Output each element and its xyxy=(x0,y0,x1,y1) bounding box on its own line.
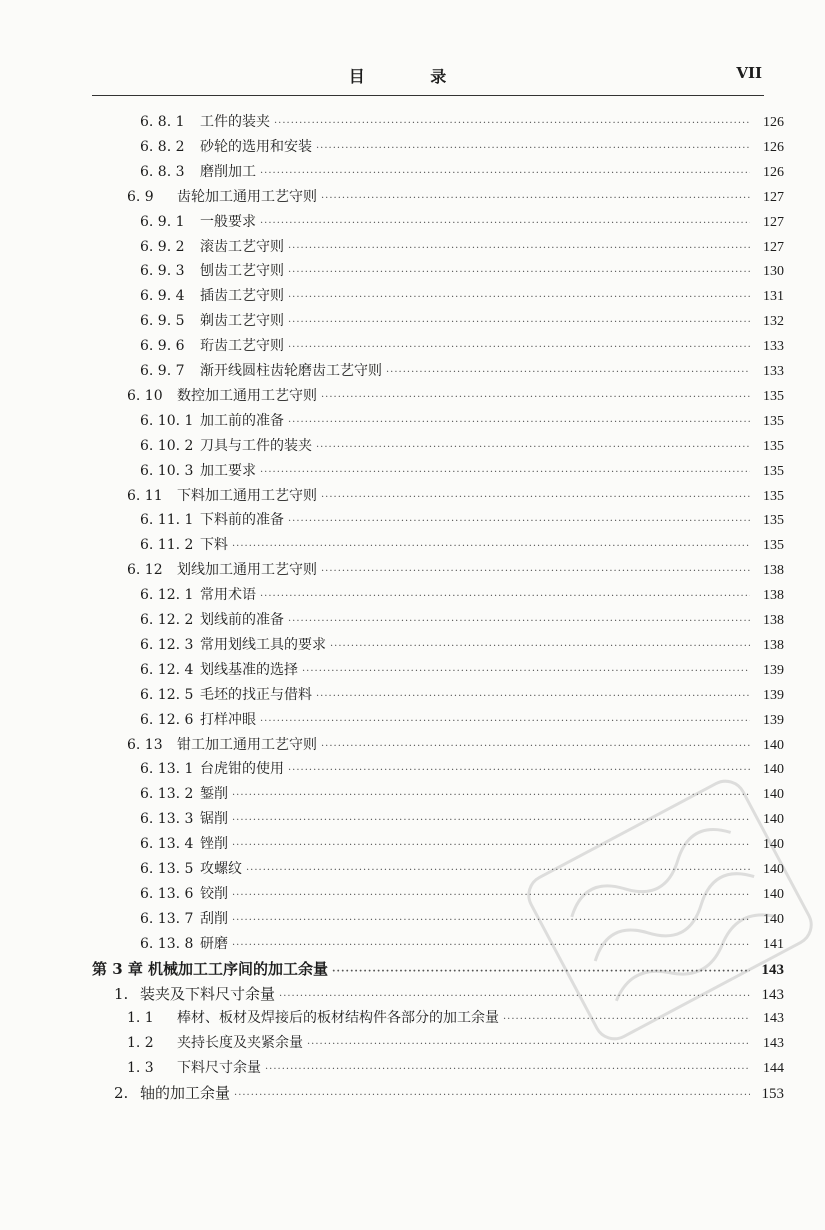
toc-entry-number: 6. 11 xyxy=(127,487,163,504)
toc-leader-dots xyxy=(288,612,750,632)
toc-entry xyxy=(127,735,784,757)
toc-entry-title: 铰削 xyxy=(200,885,228,902)
toc-entry-title: 轴的加工余量 xyxy=(140,1084,231,1103)
toc-entry-page: 140 xyxy=(763,862,784,877)
toc-leader-dots xyxy=(288,313,750,333)
toc-entry-title: 划线加工通用工艺守则 xyxy=(177,562,317,579)
toc-entry xyxy=(140,436,784,458)
toc-entry-page: 135 xyxy=(763,488,784,504)
toc-entry-number: 6. 13. 6 xyxy=(140,885,194,902)
toc-entry xyxy=(140,237,784,259)
toc-entry-title: 锉削 xyxy=(200,836,228,853)
toc-entry-number: 6. 9. 5 xyxy=(140,313,185,330)
toc-leader-dots xyxy=(302,662,750,682)
toc-entry-page: 127 xyxy=(763,214,784,230)
toc-entry-number: 6. 13. 8 xyxy=(140,935,194,952)
toc-entry-title: 珩齿工艺守则 xyxy=(200,338,284,355)
toc-entry-number: 6. 9 xyxy=(127,188,154,205)
toc-entry-title: 常用术语 xyxy=(200,587,256,604)
toc-entry xyxy=(140,361,784,383)
page-header-title: 目 录 xyxy=(348,67,477,86)
toc-entry xyxy=(140,461,784,483)
toc-leader-dots xyxy=(260,164,750,184)
toc-entry-number: 6. 12. 1 xyxy=(140,587,194,604)
toc-entry-number: 6. 8. 3 xyxy=(140,163,185,180)
toc-entry-page: 135 xyxy=(763,463,784,479)
toc-entry-number: 6. 12. 4 xyxy=(140,661,194,678)
toc-entry-number: 6. 8. 1 xyxy=(140,114,185,130)
toc-leader-dots xyxy=(288,512,750,532)
toc-entry xyxy=(140,411,784,433)
toc-entry xyxy=(140,585,784,607)
toc-entry-number: 6. 13 xyxy=(127,736,163,753)
toc-entry-number: 6. 13. 7 xyxy=(140,910,194,927)
toc-entry-page: 143 xyxy=(761,961,784,978)
toc-entry-number: 6. 13. 5 xyxy=(140,861,194,877)
toc-entry xyxy=(140,286,784,308)
toc-entry-page: 139 xyxy=(763,712,784,728)
toc-entry xyxy=(140,535,784,557)
toc-entry-number: 6. 13. 4 xyxy=(140,836,194,853)
toc-entry-page: 144 xyxy=(763,1061,784,1077)
toc-entry-title: 攻螺纹 xyxy=(200,861,242,877)
toc-entry xyxy=(140,112,784,134)
toc-entry-title: 下料前的准备 xyxy=(200,512,284,529)
toc-entry-title: 錾削 xyxy=(200,786,228,803)
header-divider xyxy=(92,95,764,96)
toc-leader-dots xyxy=(316,139,750,159)
toc-entry-number: 6. 9. 6 xyxy=(140,338,185,355)
toc-leader-dots xyxy=(288,338,750,358)
toc-entry-title: 插齿工艺守则 xyxy=(200,288,284,305)
toc-entry-page: 130 xyxy=(763,264,784,280)
toc-entry-number: 6. 12. 6 xyxy=(140,711,194,728)
toc-entry-number: 6. 8. 2 xyxy=(140,138,185,155)
toc-entry-number: 1. 3 xyxy=(127,1060,154,1077)
toc-entry-number: 6. 13. 3 xyxy=(140,811,194,828)
toc-entry-number: 1. 2 xyxy=(127,1035,154,1052)
toc-entry-title: 打样冲眼 xyxy=(200,711,256,728)
page-number: VII xyxy=(736,64,762,82)
toc-entry-title: 下料加工通用工艺守则 xyxy=(177,487,317,504)
toc-leader-dots xyxy=(321,388,750,408)
toc-leader-dots xyxy=(288,239,750,259)
toc-entry-page: 135 xyxy=(763,438,784,454)
toc-leader-dots xyxy=(260,463,750,483)
toc-entry-number: 1. xyxy=(114,984,129,1003)
toc-entry-number: 2. xyxy=(114,1084,129,1103)
toc-entry-number: 6. 10. 2 xyxy=(140,437,194,454)
toc-entry-page: 143 xyxy=(761,986,784,1003)
toc-entry xyxy=(140,336,784,358)
toc-entry-page: 140 xyxy=(763,886,784,902)
toc-entry-title: 工件的装夹 xyxy=(200,114,270,130)
toc-leader-dots xyxy=(288,413,750,433)
toc-entry-title: 剃齿工艺守则 xyxy=(200,313,284,330)
toc-entry-number: 6. 12. 2 xyxy=(140,612,194,628)
watermark-seal-icon xyxy=(520,760,820,1060)
toc-leader-dots xyxy=(316,687,750,707)
toc-entry xyxy=(127,1058,784,1080)
toc-entry xyxy=(140,660,784,682)
toc-entry-number: 6. 12. 5 xyxy=(140,686,194,703)
toc-entry xyxy=(140,311,784,333)
toc-entry-page: 127 xyxy=(763,189,784,205)
toc-entry-page: 140 xyxy=(763,837,784,853)
toc-leader-dots xyxy=(260,587,750,607)
toc-entry-title: 刮削 xyxy=(200,910,228,927)
toc-entry-page: 131 xyxy=(763,289,784,305)
toc-entry-title: 划线前的准备 xyxy=(200,612,284,628)
toc-entry-page: 153 xyxy=(761,1086,784,1103)
toc-entry-number: 6. 10 xyxy=(127,387,163,404)
toc-entry xyxy=(140,610,784,632)
toc-leader-dots xyxy=(321,737,750,757)
toc-entry-number: 6. 9. 7 xyxy=(140,363,185,379)
toc-entry-number: 6. 13. 1 xyxy=(140,761,194,778)
toc-entry-page: 139 xyxy=(763,662,784,678)
toc-entry xyxy=(140,510,784,532)
toc-entry-page: 138 xyxy=(763,563,784,579)
toc-entry-title: 常用划线工具的要求 xyxy=(200,636,326,653)
toc-leader-dots xyxy=(330,637,750,657)
toc-entry-page: 138 xyxy=(763,637,784,653)
toc-entry-title: 一般要求 xyxy=(200,213,256,230)
toc-entry-page: 127 xyxy=(763,239,784,255)
toc-entry-title: 滚齿工艺守则 xyxy=(200,238,284,255)
toc-entry-number: 1. 1 xyxy=(127,1010,154,1027)
toc-entry xyxy=(140,162,784,184)
toc-leader-dots xyxy=(321,562,750,582)
toc-leader-dots xyxy=(386,363,750,383)
toc-entry xyxy=(140,685,784,707)
toc-entry xyxy=(140,212,784,234)
toc-entry-number: 6. 9. 3 xyxy=(140,263,185,280)
toc-entry-number: 第 3 章 xyxy=(92,959,143,978)
toc-entry-title: 数控加工通用工艺守则 xyxy=(177,387,317,404)
toc-leader-dots xyxy=(260,214,750,234)
toc-entry-title: 下料尺寸余量 xyxy=(177,1060,261,1077)
toc-entry-title: 刀具与工件的装夹 xyxy=(200,437,312,454)
toc-entry-page: 140 xyxy=(763,762,784,778)
toc-entry-number: 6. 9. 2 xyxy=(140,238,185,255)
toc-entry-title: 锯削 xyxy=(200,811,228,828)
toc-entry xyxy=(140,261,784,283)
toc-entry xyxy=(114,1083,784,1106)
toc-entry-page: 140 xyxy=(763,737,784,753)
toc-entry-title: 夹持长度及夹紧余量 xyxy=(177,1035,303,1052)
toc-entry-title: 划线基准的选择 xyxy=(200,661,298,678)
toc-leader-dots xyxy=(274,114,750,134)
toc-entry-page: 140 xyxy=(763,787,784,803)
toc-entry xyxy=(127,560,784,582)
toc-entry-page: 132 xyxy=(763,314,784,330)
toc-leader-dots xyxy=(316,438,750,458)
toc-entry-title: 刨齿工艺守则 xyxy=(200,263,284,280)
toc-entry-page: 140 xyxy=(763,812,784,828)
toc-entry xyxy=(127,486,784,508)
toc-entry-title: 棒材、板材及焊接后的板材结构件各部分的加工余量 xyxy=(177,1010,499,1027)
toc-entry-page: 135 xyxy=(763,413,784,429)
toc-entry xyxy=(127,187,784,209)
toc-entry-page: 138 xyxy=(763,588,784,604)
toc-entry-title: 机械加工工序间的加工余量 xyxy=(148,959,329,978)
toc-entry-page: 126 xyxy=(763,115,784,130)
toc-entry-title: 台虎钳的使用 xyxy=(200,761,284,778)
toc-entry-title: 毛坯的找正与借料 xyxy=(200,686,312,703)
toc-entry-page: 126 xyxy=(763,164,784,180)
toc-entry-number: 6. 11. 1 xyxy=(140,512,194,529)
toc-entry-title: 下料 xyxy=(200,537,228,554)
toc-entry xyxy=(140,710,784,732)
toc-leader-dots xyxy=(321,488,750,508)
toc-entry-number: 6. 12. 3 xyxy=(140,636,194,653)
toc-entry-title: 齿轮加工通用工艺守则 xyxy=(177,188,317,205)
toc-entry-title: 渐开线圆柱齿轮磨齿工艺守则 xyxy=(200,363,382,379)
toc-entry-page: 133 xyxy=(763,339,784,355)
toc-entry xyxy=(127,386,784,408)
toc-entry-page: 133 xyxy=(763,364,784,379)
toc-entry-page: 138 xyxy=(763,613,784,628)
toc-entry-page: 135 xyxy=(763,513,784,529)
toc-entry-title: 磨削加工 xyxy=(200,163,256,180)
toc-entry-page: 143 xyxy=(763,1011,784,1027)
toc-entry-number: 6. 11. 2 xyxy=(140,537,194,554)
toc-leader-dots xyxy=(288,288,750,308)
toc-entry-page: 126 xyxy=(763,139,784,155)
toc-entry-title: 加工前的准备 xyxy=(200,412,284,429)
toc-leader-dots xyxy=(232,537,750,557)
toc-entry-number: 6. 12 xyxy=(127,562,163,579)
toc-entry-title: 钳工加工通用工艺守则 xyxy=(177,736,317,753)
toc-entry xyxy=(140,635,784,657)
toc-entry-title: 砂轮的选用和安装 xyxy=(200,138,312,155)
toc-entry-number: 6. 10. 3 xyxy=(140,462,194,479)
toc-entry-page: 139 xyxy=(763,687,784,703)
toc-entry-title: 研磨 xyxy=(200,935,228,952)
toc-entry-number: 6. 9. 4 xyxy=(140,288,185,305)
toc-entry-title: 装夹及下料尺寸余量 xyxy=(140,984,276,1003)
toc-leader-dots xyxy=(265,1060,750,1080)
toc-entry-page: 135 xyxy=(763,538,784,554)
toc-leader-dots xyxy=(288,263,750,283)
toc-entry-page: 140 xyxy=(763,911,784,927)
toc-entry-number: 6. 13. 2 xyxy=(140,786,194,803)
toc-leader-dots xyxy=(234,1086,750,1106)
toc-entry-number: 6. 10. 1 xyxy=(140,412,194,429)
toc-entry-page: 135 xyxy=(763,388,784,404)
toc-leader-dots xyxy=(260,712,750,732)
toc-entry-number: 6. 9. 1 xyxy=(140,213,185,230)
toc-entry-title: 加工要求 xyxy=(200,462,256,479)
toc-entry xyxy=(140,137,784,159)
toc-entry-page: 143 xyxy=(763,1036,784,1052)
toc-entry-page: 141 xyxy=(763,936,784,952)
toc-leader-dots xyxy=(321,189,750,209)
